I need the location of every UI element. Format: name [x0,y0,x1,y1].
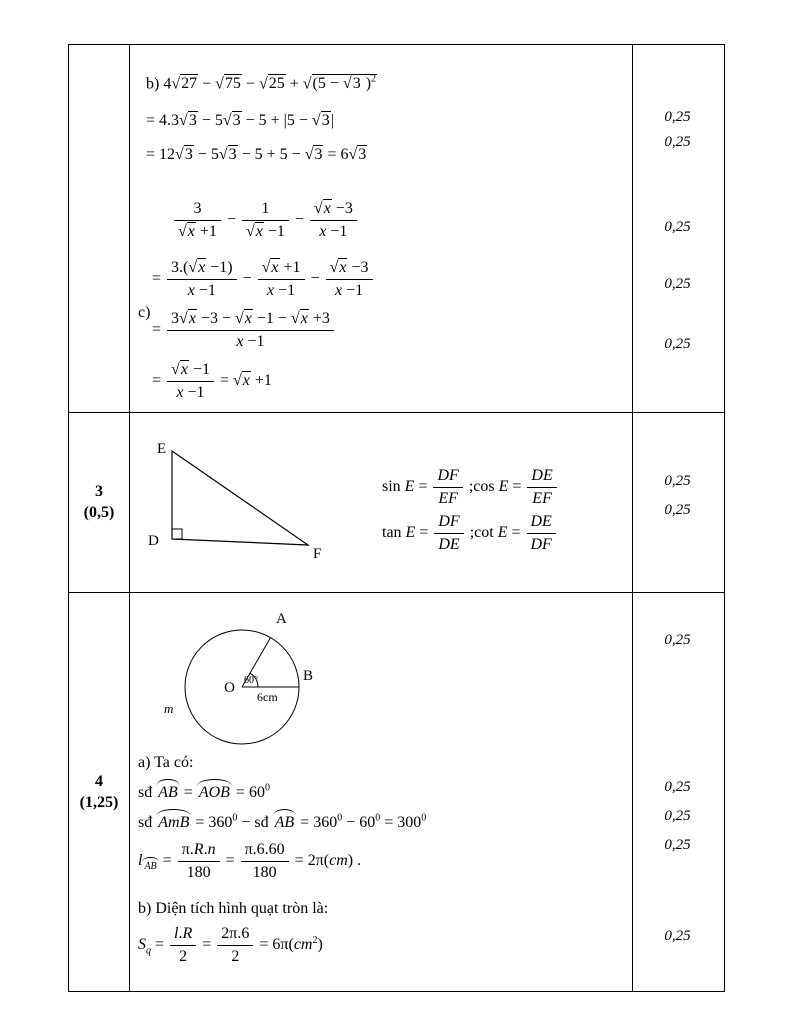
solution-cell-4 [130,593,633,991]
question-number-cell-empty [69,45,130,412]
right-triangle-figure [140,437,335,572]
math-line-tan-cot: tan E = $\frac{DF}{DE}$ ;cot E = $\frac{DE}{DF}$ [382,511,558,556]
math-line-c4: = $\frac{√x -1}{x -1}$ = √x +1 [152,359,272,404]
part-a-label: a) Ta có: [138,754,194,771]
math-line-c2: = $\frac{3.(√x -1)}{x -1}$ − $\frac{√x +1}{x -1}$ − $\frac{√x -3}{x -1}$ [152,257,375,302]
part-c-label: c) [138,304,151,321]
table-row-parts-b-c [69,45,724,413]
point-label-A: A [276,611,287,627]
mark-value: 0,25 [664,928,691,944]
question-number-cell-4 [69,593,130,991]
mark-value: 0,25 [664,473,691,489]
marks-cell-4 [633,593,722,991]
question-number: 4 [95,772,103,790]
math-line-c1: $\frac{3}{√x +1}$ − $\frac{1}{√x -1}$ − $\frac{√x -3}{x -1}$ [172,198,359,243]
mark-value: 0,25 [664,502,691,518]
mark-value: 0,25 [664,779,691,795]
question-points: (0,5) [83,504,115,521]
math-line-c3: = $\frac{3√x -3 - √x -1 - √x +3}{x -1}$ [152,308,336,353]
point-label-B: B [303,668,314,684]
question-number-cell-3 [69,413,130,592]
math-line-b1: b) 4√27 − √75 − √25 + √(5 − √3 )$^2$ [146,74,377,93]
mark-value: 0,25 [664,276,691,292]
math-line-b3: = 12√3 − 5√3 − 5 + 5 − √3 = 6√3 [146,146,367,163]
vertex-label-F: F [313,546,322,562]
math-line-arc-ab: sđ AB = AOB = $60^0$ [138,781,270,804]
marks-cell-bc [633,45,722,412]
math-line-sector-area: $S_q$ = $\frac{l.R}{2}$ = $\frac{2\pi.6}{2}$ = $6\pi(cm^2)$ [138,923,323,968]
vertex-label-E: E [157,441,167,457]
arc-label-m: m [164,701,174,716]
mark-value: 0,25 [664,808,691,824]
question-points: (1,25) [79,793,119,811]
math-line-arc-length: l $_{AB}$ = $\frac{\pi.R.n}{180}$ = $\frac{\pi.6.60}{180}$ = 2π(cm) . [138,839,361,884]
marks-cell-3 [633,413,722,592]
radius-label-6cm: 6cm [257,690,278,704]
mark-value: 0,25 [664,134,691,150]
mark-value: 0,25 [664,109,691,125]
math-line-arc-amb: sđ AmB = $360^0$ − sđ AB = $360^0 - 60^0 = 300^0$ [138,811,426,834]
mark-value: 0,25 [664,632,691,648]
mark-value: 0,25 [664,837,691,853]
question-number: 3 [95,483,103,500]
solution-cell-bc [130,45,633,412]
vertex-label-D: D [148,533,159,549]
math-line-b2: = 4.3√3 − 5√3 − 5 + |5 − √3| [146,112,334,129]
math-line-sin-cos: sin E = $\frac{DF}{EF}$ ;cos E = $\frac{DE}{EF}$ [382,465,559,510]
center-label-O: O [224,680,235,696]
mark-value: 0,25 [664,336,691,352]
table-row-question-4 [69,593,724,991]
angle-label-60: 60° [244,675,258,686]
circle-figure [142,599,357,764]
mark-value: 0,25 [664,219,691,235]
solution-cell-3 [130,413,633,592]
answer-table [68,44,725,992]
part-b-label: b) Diện tích hình quạt tròn là: [138,900,329,917]
table-row-question-3 [69,413,724,593]
